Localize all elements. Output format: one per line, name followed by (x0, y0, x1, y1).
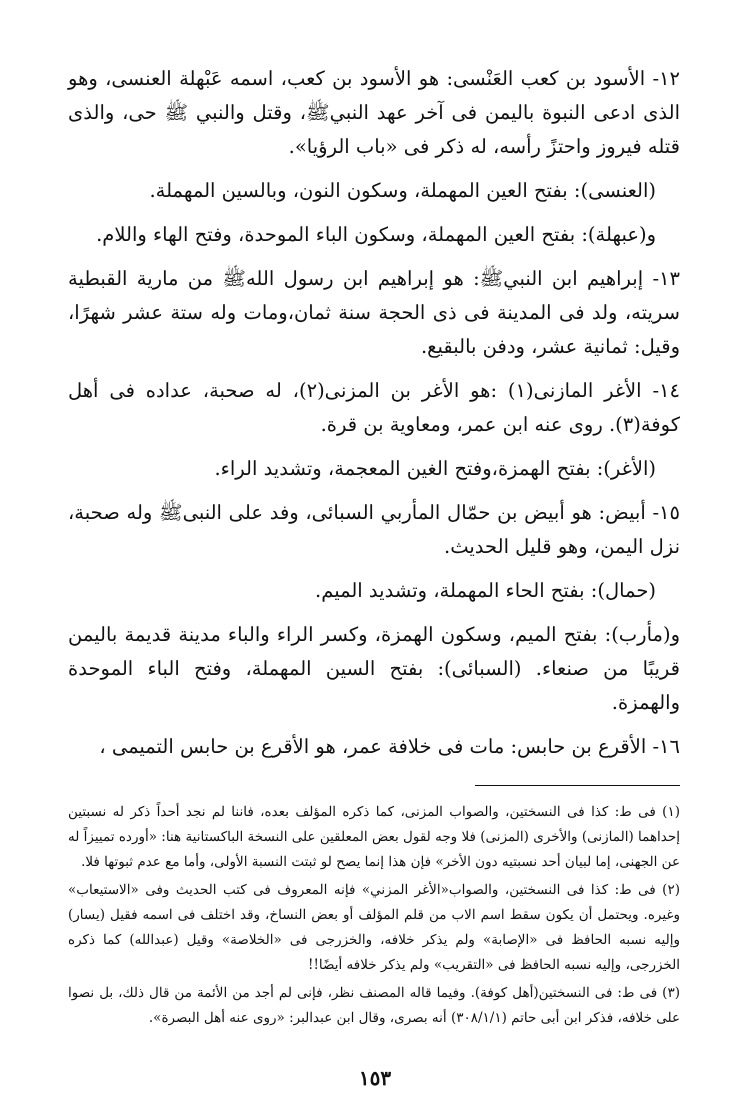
entry-13-paragraph: ١٣- إبراهيم ابن النبيﷺ: هو إبراهيم ابن رسول اللهﷺ من مارية القبطية سريته، ولد فى المدينة فى ذى الحجة سنة ثمان،ومات وله ستة عشر شهرًا، وقيل: ثمانية عشر، ودفن بالبقيع. (68, 267, 680, 358)
entry-14-paragraph: ١٤- الأغر المازنى(١) :هو الأغر بن المزنى(٢)، له صحبة، عداده فى أهل كوفة(٣). روى عنه ابن عمر، ومعاوية بن قرة. (68, 379, 680, 436)
footnote-3: (٣) فى ط: فى النسختين(أهل كوفة). وفيما قاله المصنف نظر، فإنى لم أجد من الأئمة من قال ذلك، بل نصوا على خلافه، فذكر ابن أبى حاتم (٣٠٨/١/١) أنه بصرى، وقال ابن عبدالبر: «روى عنه أهل البصرة». (68, 985, 680, 1026)
footnotes (68, 800, 680, 1034)
entry-12-note-abhala: و(عبهلة): بفتح العين المهملة، وسكون الباء الموحدة، وفتح الهاء واللام. (96, 223, 656, 246)
footnote-2: (٢) فى ط: كذا فى النسختين، والصواب«الأغر المزني» فإنه المعروف فى كتب الحديث وفى «الاستيعاب» وغيره. ويحتمل أن يكون سقط اسم الاب من قلم المؤلف أو بعض النساخ، وقد اختلف فى اسمه فقيل (يسار) وإليه نسبه الحافظ فى «الإصابة» ولم يذكر خلافه، والخزرجى فى «الخلاصة» وقيل (عبدالله) كما ذكره الخزرجى، وإليه نسبه الحافظ فى «التقريب» ولم يذكر خلافه أيضًا!! (68, 882, 680, 973)
entry-15-note-hammal: (حمال): بفتح الحاء المهملة، وتشديد الميم. (315, 579, 656, 602)
entry-16-paragraph: ١٦- الأقرع بن حابس: مات فى خلافة عمر، هو الأقرع بن حابس التميمى ، (99, 735, 680, 758)
entry-14-note-agharr: (الأغر): بفتح الهمزة،وفتح الغين المعجمة، وتشديد الراء. (214, 457, 656, 480)
main-text (68, 62, 680, 774)
footnote-1: (١) فى ط: كذا فى النسختين، والصواب المزنى، كما ذكره المؤلف بعده، فاننا لم نجد أحداً ذكر له نسبتين إحداهما (المازنى) والأخرى (المزنى) فلا وجه لقول بعض المعلقين على النسخة الباكستانية هنا: «أورده تمييزاً له عن الجهنى، إما لبيان أحد نسبتيه دون الأخر» فإن هذا إنما يصح لو ثبتت النسبة الأولى، وأما مع عدم ثبوتها فلا. (68, 804, 680, 870)
entry-15-paragraph: ١٥- أبيض: هو أبيض بن حمّال المأربي السبائى، وفد على النبىﷺ وله صحبة، نزل اليمن، وهو قليل الحديث. (68, 501, 680, 558)
footnote-separator (475, 785, 680, 786)
entry-12-note-ansi: (العنسى): بفتح العين المهملة، وسكون النون، وبالسين المهملة. (149, 179, 656, 202)
entry-15-note-marib: و(مأرب): بفتح الميم، وسكون الهمزة، وكسر الراء والباء مدينة قديمة باليمن قريبًا من صنعاء. (السبائى): بفتح السين المهملة، وفتح الباء الموحدة والهمزة. (68, 623, 680, 714)
page-number: ١٥٣ (358, 1066, 392, 1090)
entry-12-paragraph: ١٢- الأسود بن كعب العَنْسى: هو الأسود بن كعب، اسمه عَبْهلة العنسى، وهو الذى ادعى النبوة باليمن فى آخر عهد النبيﷺ، وقتل والنبي ﷺ حى، والذى قتله فيروز واحتزً رأسه، له ذكر فى «باب الرؤيا». (68, 67, 680, 158)
